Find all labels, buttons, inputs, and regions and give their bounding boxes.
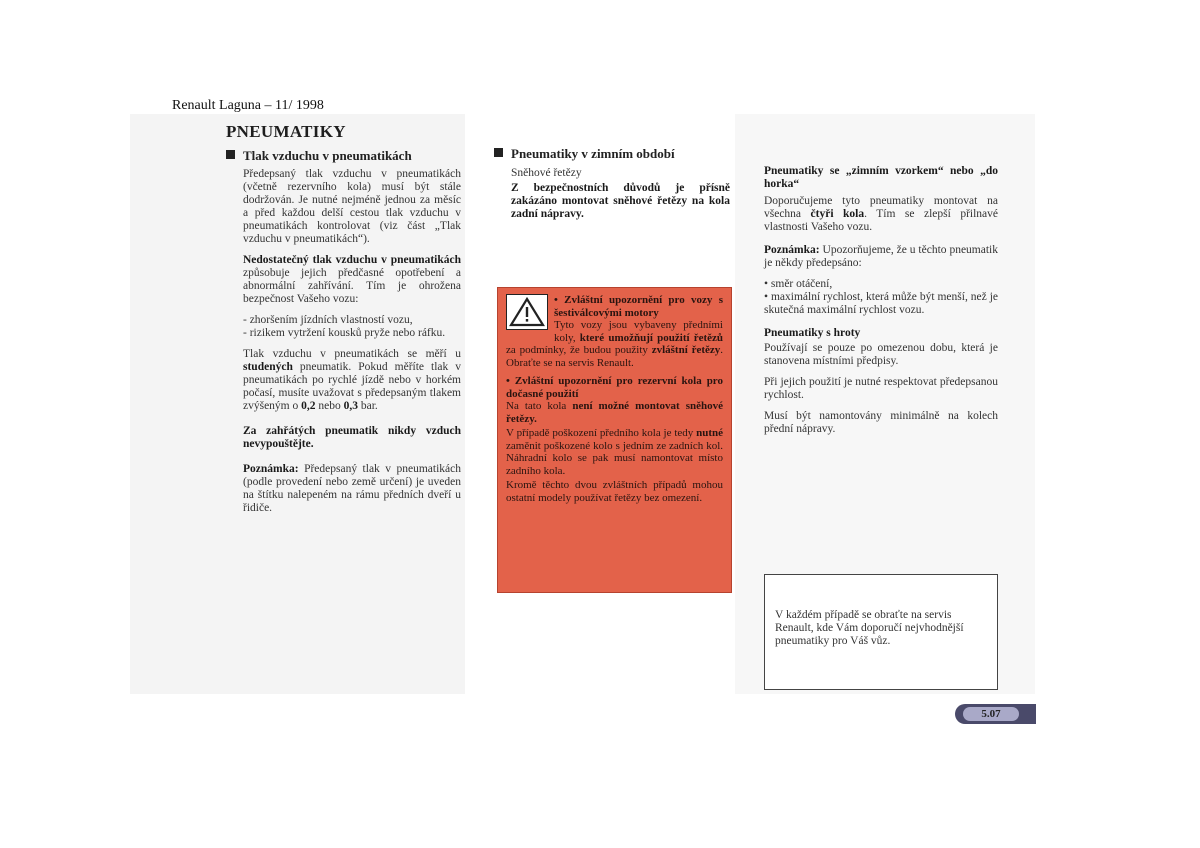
paragraph: Doporučujeme tyto pneumatiky montovat na všechna čtyři kola. Tím se zlepší přilnavé vlastnosti Vašeho vozu. — [764, 195, 998, 233]
info-box — [764, 574, 998, 690]
bullet-list — [243, 314, 461, 340]
subheading: Sněhové řetězy — [511, 167, 582, 179]
list-item: - zhoršením jízdních vlastností vozu, — [243, 314, 413, 326]
warning-paragraph: V případě poškození předního kola je tedy nutné zaměnit poškozené kolo s jedním ze zadních kol. Náhradní kolo se pak musí namontovat místo zadního kola. — [506, 427, 723, 477]
column-tire-types — [764, 165, 998, 444]
heading-text: Pneumatiky v zimním období — [511, 146, 675, 161]
paragraph: Poznámka: Upozorňujeme, že u těchto pneumatik je někdy předepsáno: — [764, 244, 998, 269]
warning-triangle-icon — [506, 294, 548, 330]
paragraph: Tlak vzduchu v pneumatikách se měří u studených pneumatik. Pokud měříte tlak v pneumatikách po rychlé jízdě nebo v horkém počasí, musíte uvažovat s předepsaným tlakem zvýšeným o 0,2 nebo 0,3 bar. — [243, 348, 461, 412]
bullet-list — [764, 278, 998, 317]
subheading: Pneumatiky se „zimním vzorkem“ nebo „do horka“ — [764, 165, 998, 190]
column-pressure — [243, 168, 461, 523]
square-bullet-icon — [226, 150, 235, 159]
info-text: V každém případě se obraťte na servis Renault, kde Vám doporučí nejvhodnější pneumatiky pro Váš vůz. — [775, 609, 964, 647]
paragraph: Používají se pouze po omezenou dobu, která je stanovena místními předpisy. — [764, 342, 998, 367]
paragraph: Při jejich použití je nutné respektovat předepsanou rychlost. — [764, 376, 998, 401]
warning-paragraph: • Zvláštní upozornění pro rezervní kola pro dočasné použití Na tato kola není možné montovat sněhové řetězy. — [506, 375, 723, 425]
section-heading-pressure — [226, 148, 412, 164]
page-number: 5.07 — [963, 707, 1019, 721]
subheading: Pneumatiky s hroty — [764, 327, 861, 339]
list-item: - rizikem vytržení kousků pryže nebo ráfku. — [243, 327, 446, 339]
page-title: PNEUMATIKY — [226, 122, 346, 141]
paragraph: Předepsaný tlak vzduchu v pneumatikách (včetně rezervního kola) musí být stále dodržován. Je nutné nejméně jednou za měsíc a před každou delší cestou tlak vzduchu v pneumatikách kontrolovat (viz část „Tlak vzduchu v pneumatikách“). — [243, 168, 461, 245]
heading-text: Tlak vzduchu v pneumatikách — [243, 148, 412, 163]
paragraph: Za zahřátých pneumatik nikdy vzduch nevypouštějte. — [243, 425, 461, 450]
section-heading-winter — [494, 146, 675, 162]
paragraph: Poznámka: Předepsaný tlak v pneumatikách (podle provedení nebo země určení) je uveden na štítku nalepeném na rámu předních dveří u řidiče. — [243, 463, 461, 514]
column-winter — [511, 167, 730, 229]
paragraph: Musí být namontovány minimálně na kolech přední nápravy. — [764, 410, 998, 435]
warning-box — [497, 287, 732, 593]
paragraph: Nedostatečný tlak vzduchu v pneumatikách způsobuje jejich předčasné opotřebení a abnormální zahřívání. Tím je ohrožena bezpečnost Vašeho vozu: — [243, 254, 461, 305]
page-number-tab — [955, 704, 1036, 724]
warning-paragraph: Kromě těchto dvou zvláštních případů mohou ostatní modely používat řetězy bez omezení. — [506, 479, 723, 504]
paragraph: Z bezpečnostních důvodů je přísně zakázáno montovat sněhové řetězy na kola zadní nápravy. — [511, 182, 730, 220]
list-item: • maximální rychlost, která může být menší, než je skutečná maximální rychlost vozu. — [764, 291, 998, 316]
warning-paragraph: • Zvláštní upozornění pro vozy s šestiválcovými motory Tyto vozy jsou vybaveny předními koly, které umožňují použití řetězů za podmínky, že budou použity zvláštní řetězy. Obraťte se na servis Renault. — [506, 294, 724, 369]
list-item: • směr otáčení, — [764, 278, 833, 290]
square-bullet-icon — [494, 148, 503, 157]
document-header: Renault Laguna – 11/ 1998 — [172, 98, 324, 113]
